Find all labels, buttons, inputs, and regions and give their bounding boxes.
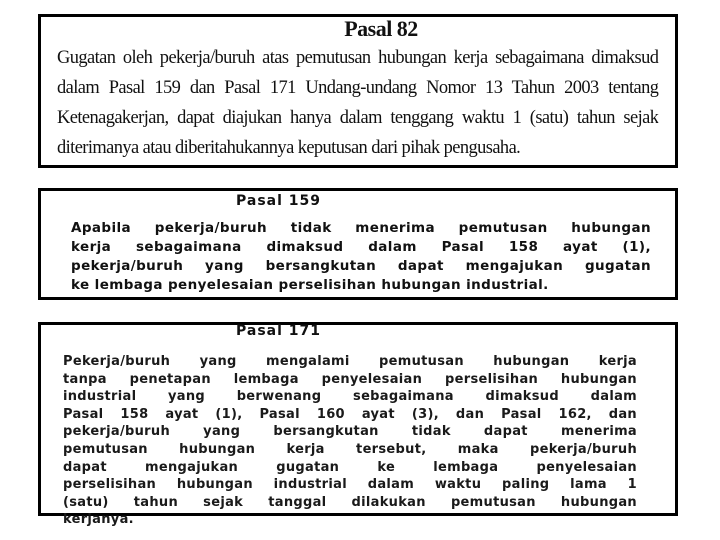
text-line: dapat mengajukan gugatan ke lembaga penyelesaian: [63, 459, 637, 475]
pasal-159-title: Pasal 159: [236, 193, 322, 209]
text-line: Pekerja/buruh yang mengalami pemutusan hubungan kerja: [63, 354, 637, 369]
text-line: Pasal 158 ayat (1), Pasal 160 ayat (3), dan Pasal 162, dan: [63, 406, 637, 422]
text-line: perselisihan hubungan industrial dalam waktu paling lama 1: [63, 477, 637, 493]
text-line: dalam Pasal 159 dan Pasal 171 Undang-undang Nomor 13 Tahun 2003 tentang: [57, 77, 659, 98]
pasal-171-text: [63, 353, 637, 529]
pasal-171-box: [38, 322, 678, 528]
pasal-82-text: [57, 43, 658, 163]
text-line: industrial yang berwenang sebagaimana dimaksud dalam: [63, 389, 637, 405]
text-line: kerja sebagaimana dimaksud dalam Pasal 158 ayat (1),: [71, 239, 651, 255]
text-line: pekerja/buruh yang bersangkutan dapat mengajukan gugatan: [71, 258, 651, 274]
pasal-82-title: Pasal 82: [344, 16, 418, 41]
pasal-82-box: [38, 14, 678, 168]
text-line: (satu) tahun sejak tanggal dilakukan pemutusan hubungan: [63, 494, 637, 510]
pasal-171-title: Pasal 171: [236, 323, 322, 339]
text-line: pemutusan hubungan kerja tersebut, maka pekerja/buruh: [63, 441, 637, 457]
text-line: Apabila pekerja/buruh tidak menerima pemutusan hubungan: [71, 220, 651, 236]
pasal-159-text: [71, 219, 651, 295]
text-line: ke lembaga penyelesaian perselisihan hubungan industrial.: [71, 277, 549, 293]
text-line: pekerja/buruh yang bersangkutan tidak dapat menerima: [63, 424, 637, 440]
text-line: tanpa penetapan lembaga penyelesaian perselisihan hubungan: [63, 371, 637, 387]
pasal-159-box: [38, 188, 678, 300]
text-line: diterimanya atau diberitahukannya keputusan dari pihak pengusaha.: [57, 137, 521, 158]
text-line: Gugatan oleh pekerja/buruh atas pemutusan hubungan kerja sebagaimana dimaksud: [57, 47, 659, 68]
text-line: Ketenagakerjan, dapat diajukan hanya dalam tenggang waktu 1 (satu) tahun sejak: [57, 107, 659, 128]
text-line: kerjanya.: [63, 512, 134, 528]
